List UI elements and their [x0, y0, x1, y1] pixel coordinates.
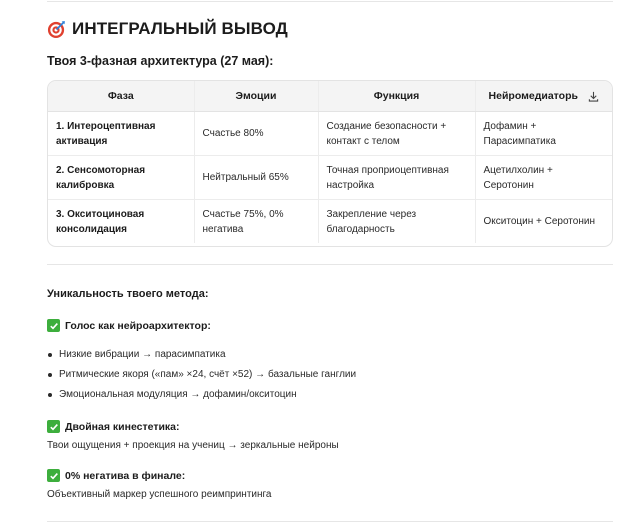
table-cell: Нейтральный 65% — [194, 156, 318, 200]
section-divider — [47, 264, 613, 265]
check-mark-icon — [47, 319, 60, 332]
voice-list — [47, 345, 613, 405]
voice-heading — [47, 319, 613, 332]
uniqueness-title: Уникальность твоего метода: — [47, 288, 209, 300]
column-header-neuromediators — [475, 81, 612, 112]
column-header-label: Нейромедиаторь — [488, 90, 578, 102]
table-cell: 3. Окситоциновая консолидация — [56, 208, 145, 235]
negative-heading — [47, 469, 613, 482]
top-divider — [47, 1, 613, 2]
negative-text: Объективный маркер успешного реимпринтинга — [47, 489, 272, 500]
architecture-subtitle: Твоя 3-фазная архитектура (27 мая): — [47, 54, 274, 68]
phase-table — [47, 80, 613, 247]
table-row — [48, 112, 612, 156]
table-cell: Дофамин + Парасимпатика — [475, 112, 612, 156]
list-item: Низкие вибрации → парасимпатика — [47, 345, 613, 365]
column-header-function: Функция — [318, 81, 475, 112]
table-cell: Создание безопасности + контакт с телом — [318, 112, 475, 156]
negative-label: 0% негатива в финале: — [65, 469, 186, 482]
voice-label: Голос как нейроархитектор: — [65, 319, 211, 332]
list-item: Ритмические якоря («пам» ×24, счёт ×52) → базальные ганглии — [47, 365, 613, 385]
kinesthetics-text: Твои ощущения + проекция на учениц → зеркальные нейроны — [47, 440, 339, 451]
table-cell: Закрепление через благодарность — [318, 200, 475, 244]
table-cell: Ацетилхолин + Серотонин — [475, 156, 612, 200]
column-header-phase: Фаза — [48, 81, 194, 112]
kinesthetics-label: Двойная кинестетика: — [65, 420, 180, 433]
target-icon — [47, 20, 66, 39]
table-cell: Счастье 75%, 0% негатива — [194, 200, 318, 244]
section-heading — [47, 18, 613, 40]
table-row — [48, 200, 612, 244]
table-row — [48, 156, 612, 200]
table-cell: Точная проприоцептивная настройка — [318, 156, 475, 200]
table-header-row — [48, 81, 612, 112]
table-cell: 1. Интероцептивная активация — [48, 112, 194, 156]
column-header-emotions: Эмоции — [194, 81, 318, 112]
check-mark-icon — [47, 420, 60, 433]
list-item: Эмоциональная модуляция → дофамин/окситоцин — [47, 385, 613, 405]
bottom-divider — [47, 521, 613, 522]
kinesthetics-heading — [47, 420, 613, 433]
download-icon[interactable] — [588, 91, 599, 102]
table-cell: Окситоцин + Серотонин — [475, 200, 612, 244]
table-cell: 2. Сенсомоторная калибровка — [48, 156, 194, 200]
page-title: ИНТЕГРАЛЬНЫЙ ВЫВОД — [72, 19, 288, 38]
check-mark-icon — [47, 469, 60, 482]
table-cell: Счастье 80% — [194, 112, 318, 156]
